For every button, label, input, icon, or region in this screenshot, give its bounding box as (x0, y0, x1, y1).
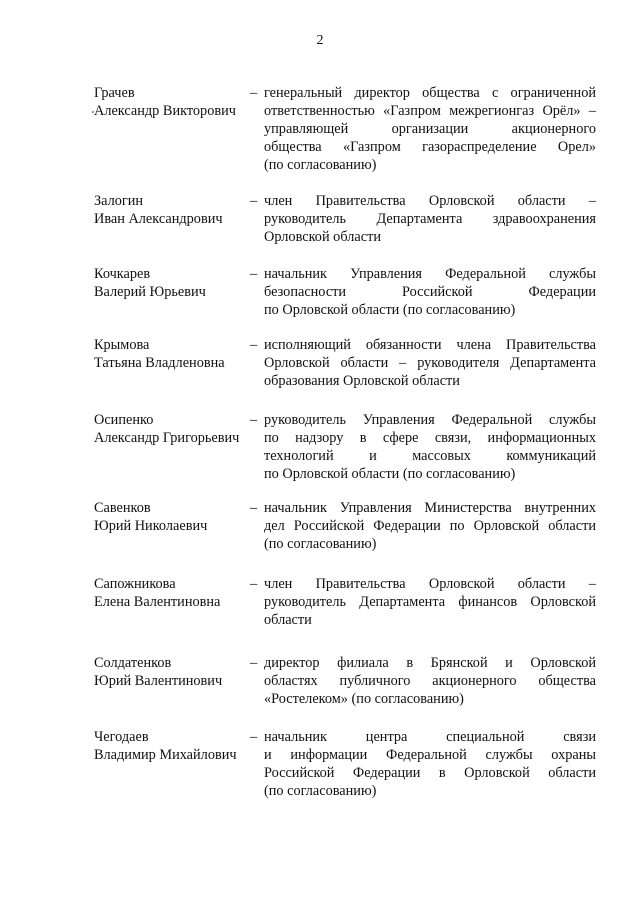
description-line: безопасности Российской Федерации (264, 284, 596, 300)
page-number: 2 (316, 33, 324, 48)
official-entry (94, 265, 596, 319)
official-entry (94, 575, 596, 629)
official-entry (94, 84, 596, 174)
position-description (264, 84, 596, 174)
entry-dash: – (250, 576, 258, 592)
official-given-names: Валерий Юрьевич (94, 284, 206, 300)
official-given-names: Елена Валентиновна (94, 594, 221, 610)
official-given-names: Юрий Валентинович (94, 673, 223, 689)
description-line: ответственностью «Газпром межрегионгаз Орёл» – (264, 103, 596, 119)
official-entry (94, 336, 596, 390)
description-line: и информации Федеральной службы охраны (264, 747, 596, 763)
position-description (264, 336, 596, 390)
official-name (94, 654, 252, 690)
official-surname: Савенков (94, 500, 151, 516)
official-surname: Солдатенков (94, 655, 172, 671)
description-line: начальник Управления Федеральной службы (264, 266, 596, 282)
description-line: дел Российской Федерации по Орловской области (264, 518, 596, 534)
official-given-names: Александр Викторович (94, 103, 236, 119)
entry-dash: – (250, 412, 258, 428)
description-line: Орловской области – руководителя Департамента (264, 355, 596, 371)
official-given-names: Татьяна Владленовна (94, 355, 225, 371)
official-surname: Крымова (94, 337, 150, 353)
description-line: генеральный директор общества с ограниченной (264, 85, 596, 101)
description-line: по Орловской области (по согласованию) (264, 302, 516, 318)
official-name (94, 575, 252, 611)
official-name (94, 728, 252, 764)
entry-dash: – (250, 655, 258, 671)
position-description (264, 575, 596, 629)
description-line: по надзору в сфере связи, информационных (264, 430, 596, 446)
description-line: директор филиала в Брянской и Орловской (264, 655, 596, 671)
position-description (264, 265, 596, 319)
description-line: руководитель Департамента финансов Орловской (264, 594, 596, 610)
description-line: начальник центра специальной связи (264, 729, 596, 745)
entry-dash: – (250, 193, 258, 209)
entry-dash: – (250, 266, 258, 282)
description-line: член Правительства Орловской области – (264, 193, 596, 209)
official-name (94, 192, 252, 228)
official-surname: Сапожникова (94, 576, 176, 592)
official-name (94, 336, 252, 372)
official-name (94, 84, 252, 120)
description-line: начальник Управления Министерства внутренних (264, 500, 596, 516)
description-line: образования Орловской области (264, 373, 460, 389)
position-description (264, 192, 596, 246)
entry-dash: – (250, 337, 258, 353)
position-description (264, 499, 596, 553)
official-given-names: Владимир Михайлович (94, 747, 237, 763)
officials-list (94, 66, 596, 800)
official-given-names: Юрий Николаевич (94, 518, 208, 534)
official-name (94, 411, 252, 447)
description-line: исполняющий обязанности члена Правительства (264, 337, 596, 353)
description-line: Орловской области (264, 229, 381, 245)
official-name (94, 265, 252, 301)
entry-dash: – (250, 85, 258, 101)
description-line: (по согласованию) (264, 536, 377, 552)
official-entry (94, 411, 596, 483)
position-description (264, 411, 596, 483)
position-description (264, 728, 596, 800)
description-line: технологий и массовых коммуникаций (264, 448, 596, 464)
description-line: общества «Газпром газораспределение Орел» (264, 139, 596, 155)
official-name (94, 499, 252, 535)
official-entry (94, 499, 596, 553)
entry-dash: – (250, 500, 258, 516)
official-surname: Кочкарев (94, 266, 151, 282)
official-entry (94, 192, 596, 246)
official-given-names: Иван Александрович (94, 211, 223, 227)
official-surname: Чегодаев (94, 729, 149, 745)
description-line: руководитель Управления Федеральной службы (264, 412, 596, 428)
description-line: (по согласованию) (264, 783, 377, 799)
description-line: Российской Федерации в Орловской области (264, 765, 596, 781)
official-surname: Грачев (94, 85, 135, 101)
description-line: «Ростелеком» (по согласованию) (264, 691, 464, 707)
description-line: (по согласованию) (264, 157, 377, 173)
description-line: областях публичного акционерного общества (264, 673, 596, 689)
description-line: член Правительства Орловской области – (264, 576, 596, 592)
entry-dash: – (250, 729, 258, 745)
description-line: по Орловской области (по согласованию) (264, 466, 516, 482)
description-line: руководитель Департамента здравоохранения (264, 211, 596, 227)
position-description (264, 654, 596, 708)
official-surname: Залогин (94, 193, 144, 209)
official-entry (94, 654, 596, 708)
official-entry (94, 728, 596, 800)
official-surname: Осипенко (94, 412, 154, 428)
description-line: управляющей организации акционерного (264, 121, 596, 137)
description-line: области (264, 612, 312, 628)
official-given-names: Александр Григорьевич (94, 430, 240, 446)
